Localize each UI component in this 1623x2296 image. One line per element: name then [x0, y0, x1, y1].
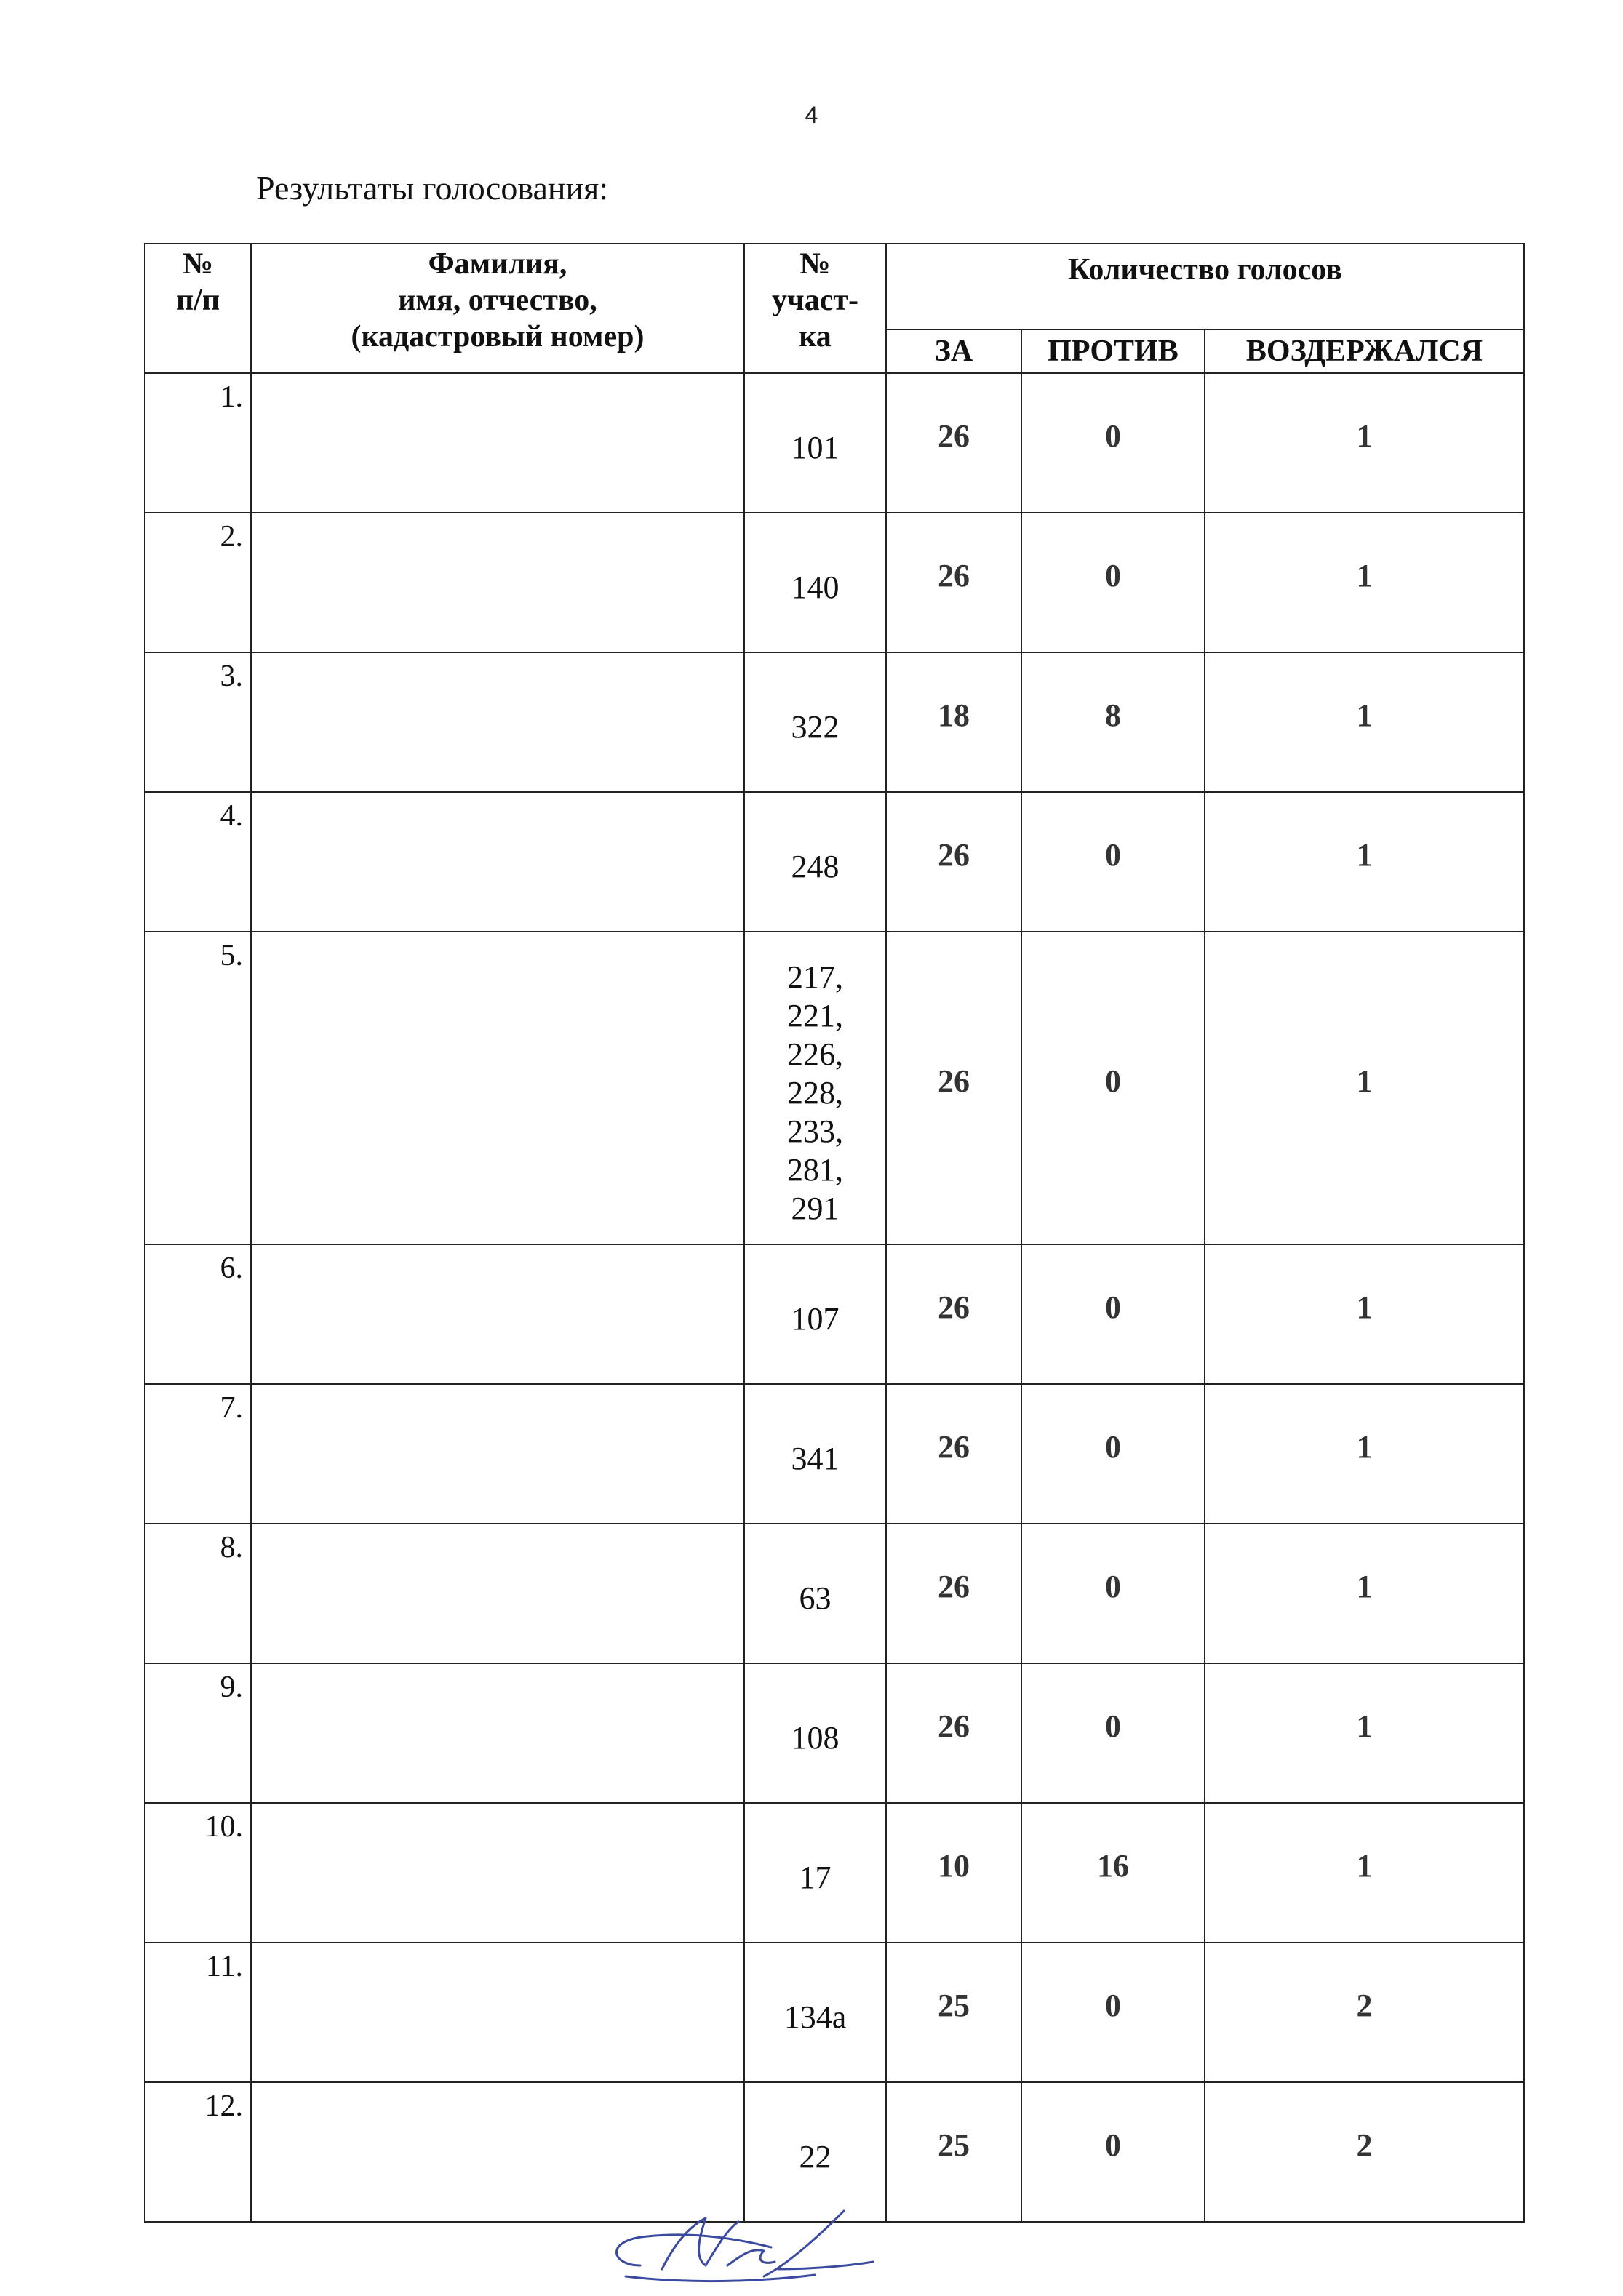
votes-abstain: 1 [1205, 792, 1524, 932]
votes-for: 26 [886, 792, 1021, 932]
row-number: 5. [145, 932, 251, 1244]
table-row [145, 1244, 1524, 1384]
table-row [145, 373, 1524, 513]
name-cell-redacted [251, 1803, 744, 1943]
row-number: 10. [145, 1803, 251, 1943]
plot-number: 217, 221, 226, 228, 233, 281, 291 [744, 932, 886, 1244]
votes-for: 18 [886, 652, 1021, 792]
votes-for: 26 [886, 1384, 1021, 1524]
row-number: 2. [145, 513, 251, 652]
voting-results-table [144, 243, 1525, 2223]
name-cell-redacted [251, 1384, 744, 1524]
votes-abstain: 1 [1205, 1384, 1524, 1524]
votes-against: 0 [1021, 1524, 1205, 1663]
name-cell-redacted [251, 1663, 744, 1803]
votes-against: 16 [1021, 1803, 1205, 1943]
name-cell-redacted [251, 932, 744, 1244]
votes-for: 25 [886, 2082, 1021, 2222]
table-row [145, 932, 1524, 1244]
table-row [145, 1384, 1524, 1524]
name-cell-redacted [251, 1244, 744, 1384]
name-cell-redacted [251, 1943, 744, 2082]
votes-abstain: 1 [1205, 932, 1524, 1244]
votes-against: 0 [1021, 373, 1205, 513]
table-row [145, 513, 1524, 652]
header-plot: № участ- ка [744, 244, 886, 373]
plot-number: 22 [744, 2082, 886, 2222]
plot-number: 108 [744, 1663, 886, 1803]
votes-abstain: 2 [1205, 1943, 1524, 2082]
votes-against: 0 [1021, 932, 1205, 1244]
votes-abstain: 1 [1205, 373, 1524, 513]
votes-against: 0 [1021, 1244, 1205, 1384]
header-num: № п/п [145, 244, 251, 373]
row-number: 1. [145, 373, 251, 513]
plot-number: 341 [744, 1384, 886, 1524]
table-row [145, 792, 1524, 932]
plot-number: 322 [744, 652, 886, 792]
table-row [145, 1663, 1524, 1803]
table-row [145, 1803, 1524, 1943]
votes-for: 26 [886, 1524, 1021, 1663]
row-number: 6. [145, 1244, 251, 1384]
votes-abstain: 1 [1205, 652, 1524, 792]
plot-number: 17 [744, 1803, 886, 1943]
name-cell-redacted [251, 513, 744, 652]
votes-abstain: 1 [1205, 1244, 1524, 1384]
header-abstain: ВОЗДЕРЖАЛСЯ [1205, 329, 1524, 373]
name-cell-redacted [251, 1524, 744, 1663]
name-cell-redacted [251, 792, 744, 932]
votes-against: 0 [1021, 792, 1205, 932]
votes-for: 26 [886, 1663, 1021, 1803]
votes-for: 26 [886, 1244, 1021, 1384]
votes-for: 26 [886, 373, 1021, 513]
plot-number: 101 [744, 373, 886, 513]
table-row [145, 652, 1524, 792]
votes-for: 25 [886, 1943, 1021, 2082]
votes-against: 0 [1021, 2082, 1205, 2222]
votes-abstain: 2 [1205, 2082, 1524, 2222]
votes-against: 0 [1021, 1384, 1205, 1524]
handwritten-signature [597, 2196, 902, 2291]
votes-abstain: 1 [1205, 513, 1524, 652]
header-name: Фамилия, имя, отчество, (кадастровый номер) [251, 244, 744, 373]
row-number: 11. [145, 1943, 251, 2082]
row-number: 3. [145, 652, 251, 792]
plot-number: 248 [744, 792, 886, 932]
table-row [145, 1943, 1524, 2082]
plot-number: 140 [744, 513, 886, 652]
row-number: 12. [145, 2082, 251, 2222]
plot-number: 107 [744, 1244, 886, 1384]
name-cell-redacted [251, 652, 744, 792]
table-row [145, 1524, 1524, 1663]
results-heading: Результаты голосования: [256, 169, 609, 207]
row-number: 4. [145, 792, 251, 932]
votes-for: 26 [886, 513, 1021, 652]
votes-abstain: 1 [1205, 1663, 1524, 1803]
name-cell-redacted [251, 373, 744, 513]
header-for: ЗА [886, 329, 1021, 373]
votes-for: 26 [886, 932, 1021, 1244]
votes-against: 0 [1021, 1943, 1205, 2082]
plot-number: 134а [744, 1943, 886, 2082]
votes-for: 10 [886, 1803, 1021, 1943]
plot-number: 63 [744, 1524, 886, 1663]
votes-abstain: 1 [1205, 1803, 1524, 1943]
header-against: ПРОТИВ [1021, 329, 1205, 373]
page-number: 4 [805, 102, 818, 128]
row-number: 9. [145, 1663, 251, 1803]
votes-against: 8 [1021, 652, 1205, 792]
votes-against: 0 [1021, 1663, 1205, 1803]
row-number: 8. [145, 1524, 251, 1663]
votes-against: 0 [1021, 513, 1205, 652]
votes-abstain: 1 [1205, 1524, 1524, 1663]
row-number: 7. [145, 1384, 251, 1524]
header-votes-group: Количество голосов [886, 244, 1524, 329]
